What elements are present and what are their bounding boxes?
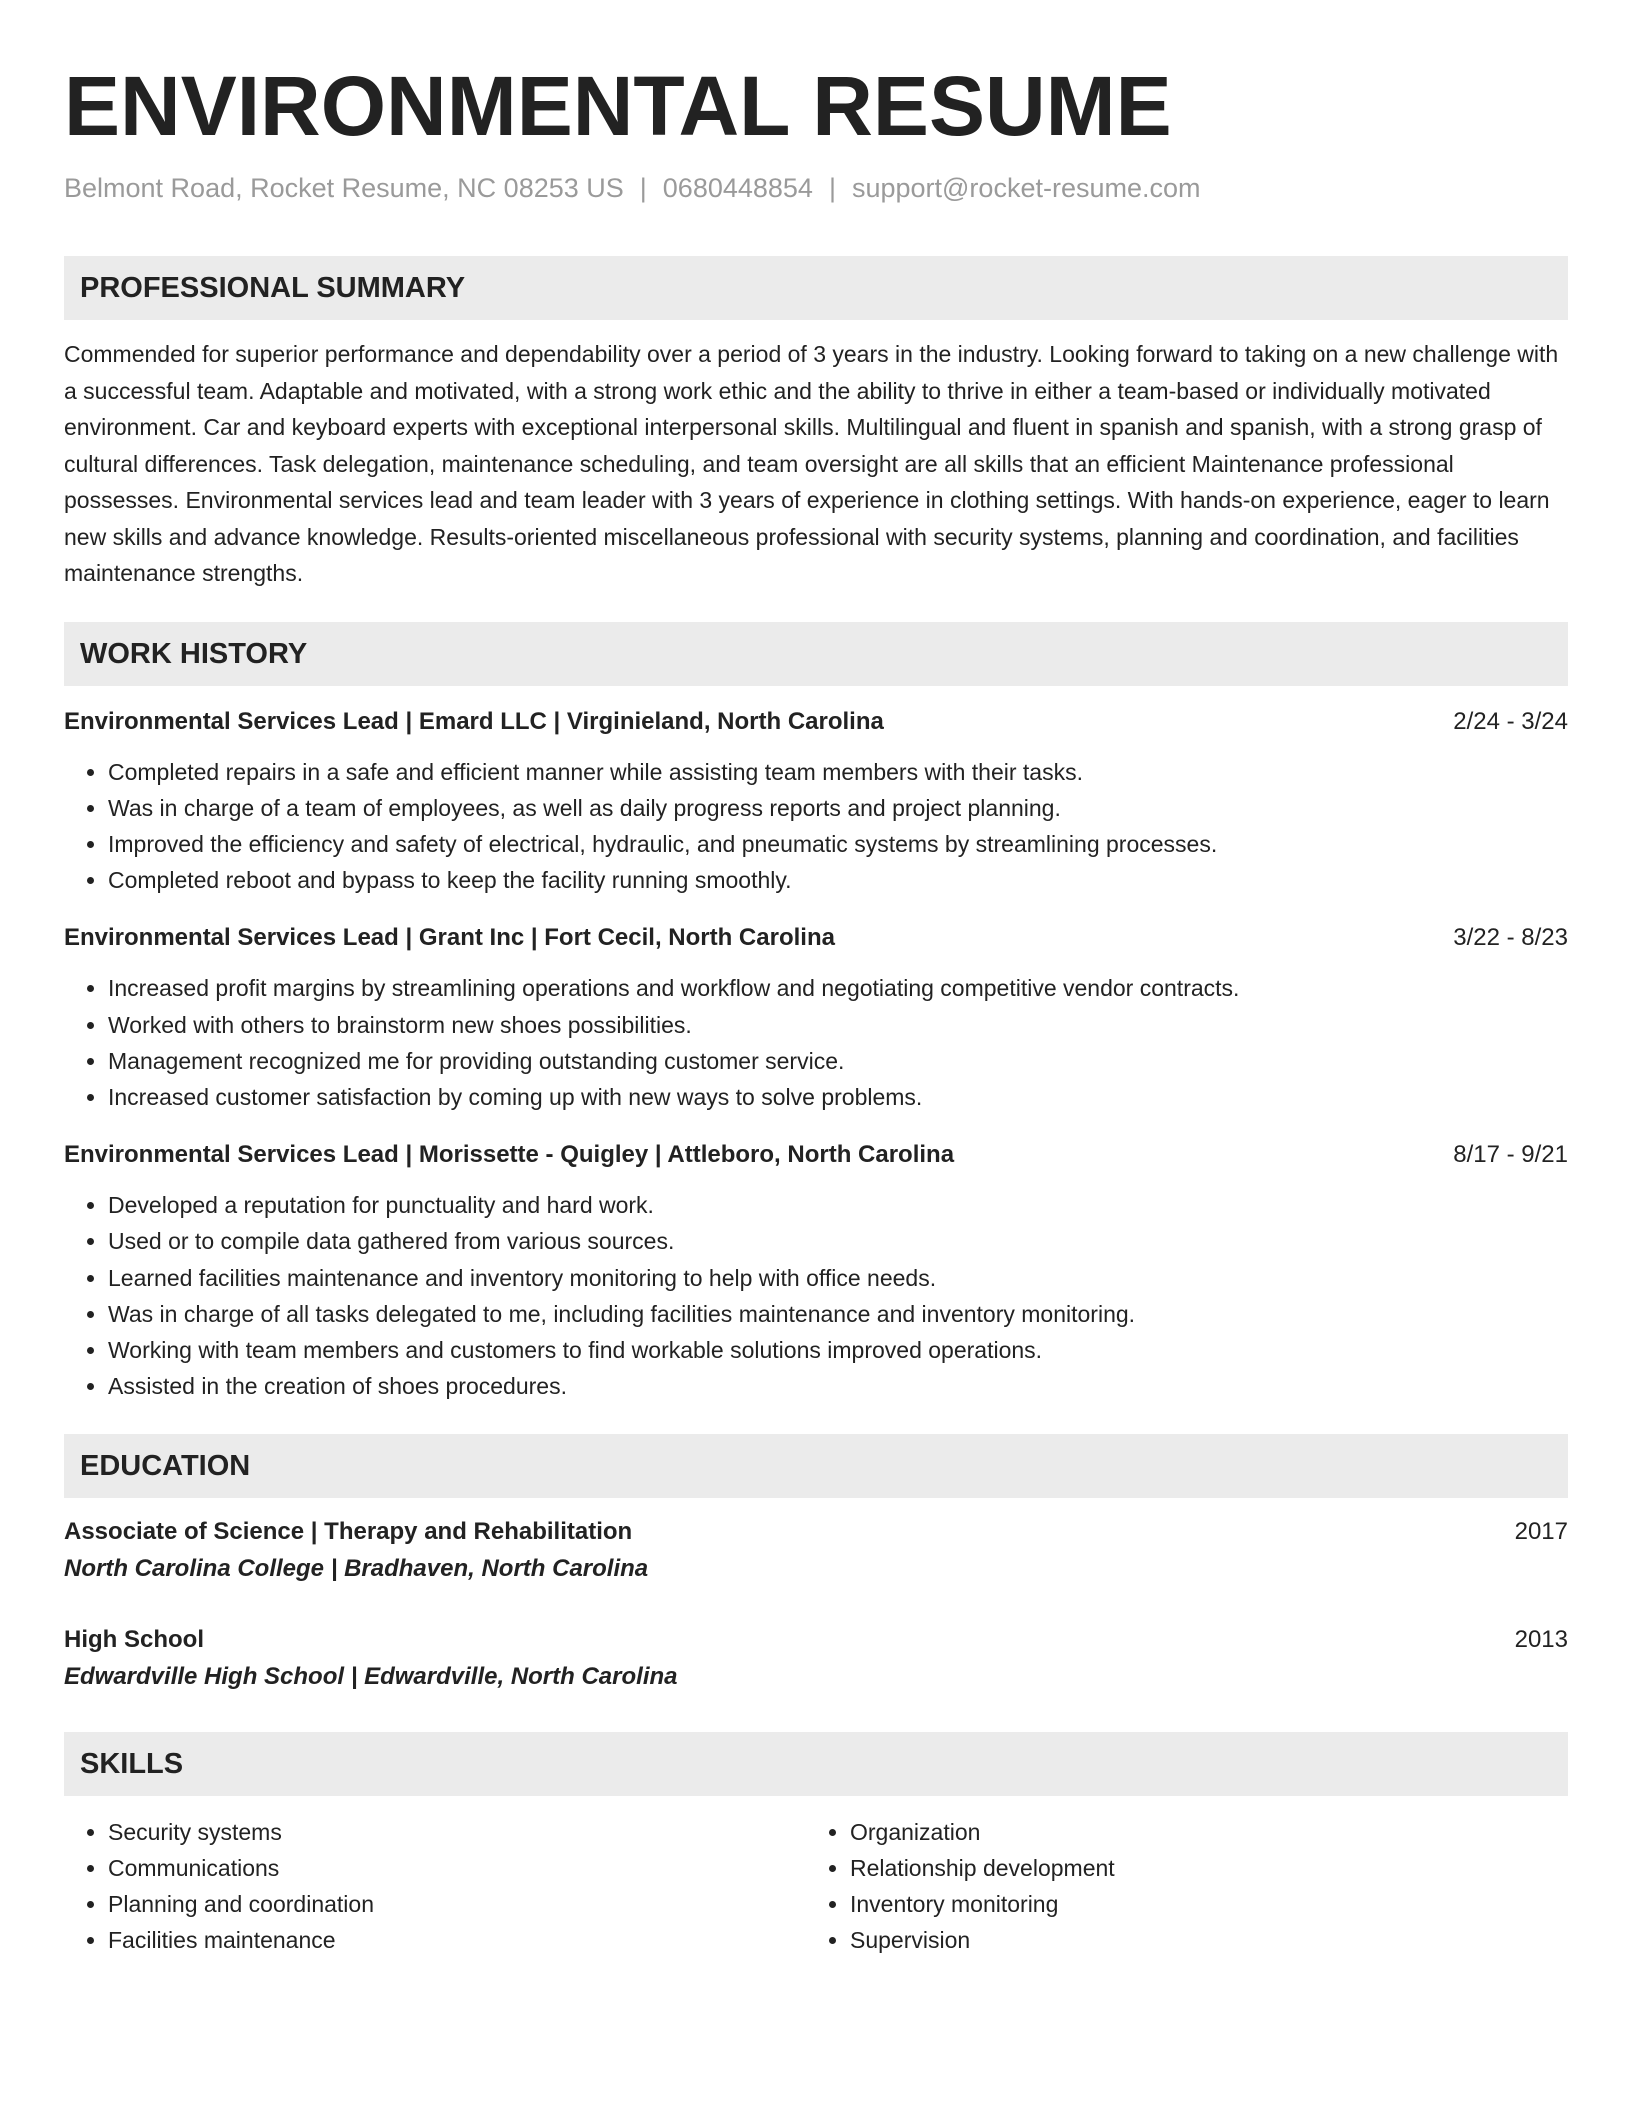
skill-item: • Facilities maintenance (108, 1922, 806, 1958)
job-bullet: • Was in charge of all tasks delegated to me, including facilities maintenance and inventory monitoring. (108, 1296, 1568, 1332)
contact-separator: | (828, 173, 836, 203)
job-entry (64, 704, 1568, 899)
job-bullet: • Working with team members and customers to find workable solutions improved operations. (108, 1332, 1568, 1368)
job-bullet: • Management recognized me for providing outstanding customer service. (108, 1043, 1568, 1079)
job-header (64, 1137, 1568, 1173)
education-degree: High School (64, 1626, 204, 1654)
job-bullet: • Learned facilities maintenance and inventory monitoring to help with office needs. (108, 1260, 1568, 1296)
skill-item: • Inventory monitoring (850, 1886, 1548, 1922)
skill-item: • Planning and coordination (108, 1886, 806, 1922)
job-title: Environmental Services Lead | Emard LLC | Virginieland, North Carolina (64, 707, 884, 735)
education-entry (64, 1622, 1568, 1696)
job-bullet: • Assisted in the creation of shoes procedures. (108, 1368, 1568, 1404)
job-entry (64, 920, 1568, 1115)
job-dates: 3/22 - 8/23 (1453, 924, 1568, 952)
job-bullets (64, 970, 1568, 1115)
job-bullet: • Worked with others to brainstorm new shoes possibilities. (108, 1007, 1568, 1043)
education-school: Edwardville High School | Edwardville, North Carolina (64, 1663, 678, 1691)
job-bullet: • Developed a reputation for punctuality and hard work. (108, 1187, 1568, 1223)
job-dates: 8/17 - 9/21 (1453, 1141, 1568, 1169)
contact-email: support@rocket-resume.com (851, 173, 1201, 203)
skill-item: • Communications (108, 1850, 806, 1886)
contact-phone: 0680448854 (662, 173, 813, 203)
skill-item: • Security systems (108, 1814, 806, 1850)
job-bullets (64, 754, 1568, 899)
education-header (64, 1514, 1568, 1550)
job-bullets (64, 1187, 1568, 1404)
job-bullet: • Completed reboot and bypass to keep the facility running smoothly. (108, 862, 1568, 898)
job-bullet: • Improved the efficiency and safety of electrical, hydraulic, and pneumatic systems by streamlining processes. (108, 826, 1568, 862)
education-entry (64, 1514, 1568, 1588)
education-school: North Carolina College | Bradhaven, North Carolina (64, 1555, 649, 1583)
skills-column-right (806, 1814, 1548, 1958)
job-bullet: • Increased profit margins by streamlining operations and workflow and negotiating competitive vendor contracts. (108, 970, 1568, 1006)
contact-line (64, 170, 1568, 206)
education-header (64, 1622, 1568, 1658)
contact-separator: | (639, 173, 647, 203)
summary-text: Commended for superior performance and dependability over a period of 3 years in the industry. Looking forward to taking on a new challenge with a successful team. Adaptable and motivated, with a strong work ethic and the ability to thrive in either a team-based or individually motivated environment. Car and keyboard experts with exceptional interpersonal skills. Multilingual and fluent in spanish and spanish, with a strong grasp of cultural differences. Task delegation, maintenance scheduling, and team oversight are all skills that an efficient Maintenance professional possesses. Environmental services lead and team leader with 3 years of experience in clothing settings. With hands-on experience, eager to learn new skills and advance knowledge. Results-oriented miscellaneous professional with security systems, planning and coordination, and facilities maintenance strengths. (64, 341, 1559, 586)
job-bullet: • Completed repairs in a safe and efficient manner while assisting team members with their tasks. (108, 754, 1568, 790)
resume-name: ENVIRONMENTAL RESUME (64, 59, 1172, 153)
resume-page (64, 56, 1568, 1958)
skill-item: • Supervision (850, 1922, 1548, 1958)
work-history-heading: WORK HISTORY (64, 622, 1568, 686)
job-title: Environmental Services Lead | Grant Inc | Fort Cecil, North Carolina (64, 924, 835, 952)
job-bullet: • Was in charge of a team of employees, as well as daily progress reports and project planning. (108, 790, 1568, 826)
skill-item: • Organization (850, 1814, 1548, 1850)
job-header (64, 704, 1568, 740)
skill-item: • Relationship development (850, 1850, 1548, 1886)
job-header (64, 920, 1568, 956)
job-entry (64, 1137, 1568, 1404)
education-degree: Associate of Science | Therapy and Rehabilitation (64, 1518, 633, 1546)
summary-heading: PROFESSIONAL SUMMARY (64, 256, 1568, 320)
education-year: 2013 (1514, 1626, 1568, 1654)
skills-column-left (64, 1814, 806, 1958)
job-title: Environmental Services Lead | Morissette - Quigley | Attleboro, North Carolina (64, 1141, 955, 1169)
education-year: 2017 (1514, 1518, 1568, 1546)
contact-address: Belmont Road, Rocket Resume, NC 08253 US (64, 173, 624, 203)
job-bullet: • Used or to compile data gathered from various sources. (108, 1223, 1568, 1259)
education-heading: EDUCATION (64, 1434, 1568, 1498)
skills-list (64, 1814, 1568, 1958)
job-bullet: • Increased customer satisfaction by coming up with new ways to solve problems. (108, 1079, 1568, 1115)
skills-heading: SKILLS (64, 1732, 1568, 1796)
job-dates: 2/24 - 3/24 (1453, 707, 1568, 735)
